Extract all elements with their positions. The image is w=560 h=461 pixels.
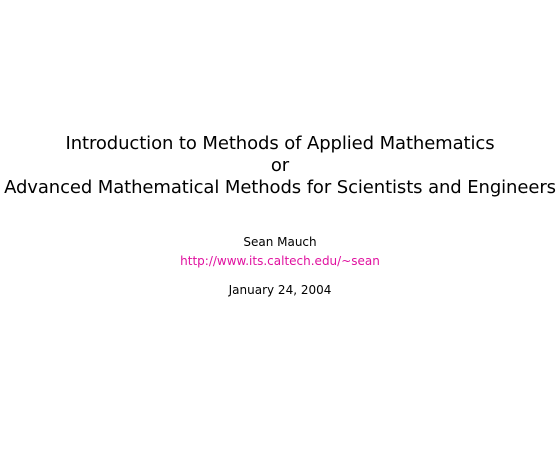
author-block [0, 234, 560, 269]
title-line-2: or [270, 155, 290, 176]
title-line-1: Introduction to Methods of Applied Mathematics [65, 133, 495, 154]
author-url-link[interactable]: http://www.its.caltech.edu/~sean [180, 254, 380, 268]
title-block [0, 133, 560, 199]
author-name: Sean Mauch [243, 235, 317, 249]
document-date: January 24, 2004 [228, 283, 332, 297]
title-line-3: Advanced Mathematical Methods for Scientists and Engineers [4, 177, 556, 198]
